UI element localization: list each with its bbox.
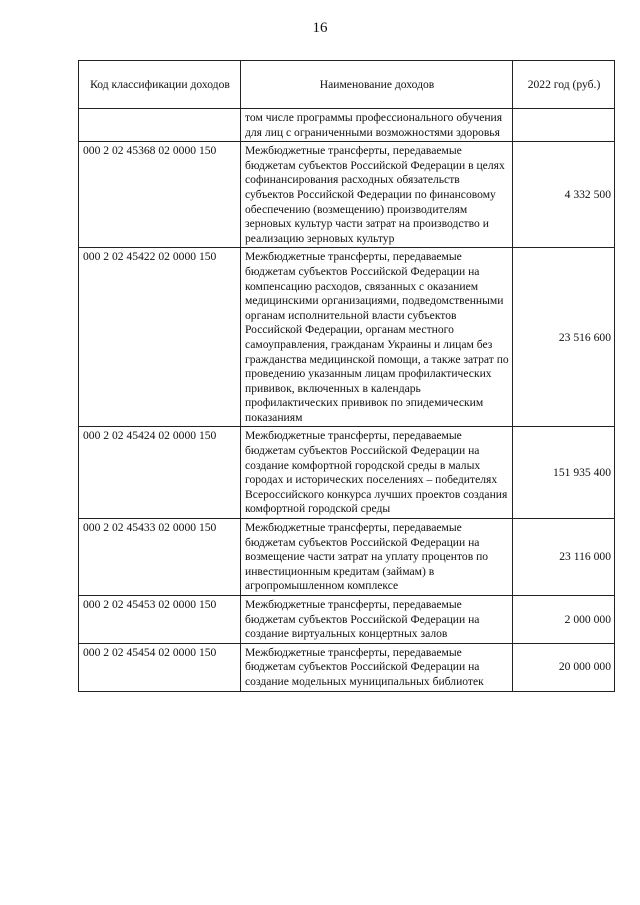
row-amount: 20 000 000 [513, 643, 615, 691]
row-name: Межбюджетные трансферты, передаваемые бюджетам субъектов Российской Федерации на создание виртуальных концертных залов [241, 596, 513, 644]
table-row [79, 109, 615, 142]
row-code [79, 109, 241, 142]
page-number: 16 [312, 20, 328, 36]
row-amount: 23 516 600 [513, 248, 615, 427]
row-code: 000 2 02 45422 02 0000 150 [79, 248, 241, 427]
row-code: 000 2 02 45424 02 0000 150 [79, 427, 241, 519]
table-row [79, 643, 615, 691]
table-row [79, 427, 615, 519]
table-row [79, 596, 615, 644]
table-header-row [79, 61, 615, 109]
row-name: Межбюджетные трансферты, передаваемые бюджетам субъектов Российской Федерации в целях софинансирования расходных обязательств субъектов Российской Федерации по финансовому обеспечению (возмещению) производителям зерновых культур части затрат на производство и реализацию зерновых культур [241, 142, 513, 248]
row-code: 000 2 02 45454 02 0000 150 [79, 643, 241, 691]
row-amount: 151 935 400 [513, 427, 615, 519]
table-row [79, 519, 615, 596]
row-name: Межбюджетные трансферты, передаваемые бюджетам субъектов Российской Федерации на возмещение части затрат на уплату процентов по инвестиционным кредитам (займам) в агропромышленном комплексе [241, 519, 513, 596]
table-row [79, 142, 615, 248]
table-row [79, 248, 615, 427]
header-name: Наименование доходов [241, 61, 513, 109]
header-amount: 2022 год (руб.) [513, 61, 615, 109]
revenue-table [78, 60, 615, 692]
row-amount: 23 116 000 [513, 519, 615, 596]
row-code: 000 2 02 45368 02 0000 150 [79, 142, 241, 248]
row-amount [513, 109, 615, 142]
row-name: Межбюджетные трансферты, передаваемые бюджетам субъектов Российской Федерации на создание комфортной городской среды в малых городах и исторических поселениях – победителях Всероссийского конкурса лучших проектов создания комфортной городской среды [241, 427, 513, 519]
row-code: 000 2 02 45453 02 0000 150 [79, 596, 241, 644]
row-code: 000 2 02 45433 02 0000 150 [79, 519, 241, 596]
row-name: Межбюджетные трансферты, передаваемые бюджетам субъектов Российской Федерации на создание модельных муниципальных библиотек [241, 643, 513, 691]
header-code: Код классификации доходов [79, 61, 241, 109]
row-amount: 2 000 000 [513, 596, 615, 644]
row-amount: 4 332 500 [513, 142, 615, 248]
row-name: том числе программы профессионального обучения для лиц с ограниченными возможностями здоровья [241, 109, 513, 142]
row-name: Межбюджетные трансферты, передаваемые бюджетам субъектов Российской Федерации на компенсацию расходов, связанных с оказанием медицинскими организациями, подведомственными органам исполнительной власти субъектов Российской Федерации, органам местного самоуправления, гражданам Украины и лицам без гражданства медицинской помощи, а также затрат по проведению указанным лицам профилактических прививок, включенных в календарь профилактических прививок по эпидемическим показаниям [241, 248, 513, 427]
